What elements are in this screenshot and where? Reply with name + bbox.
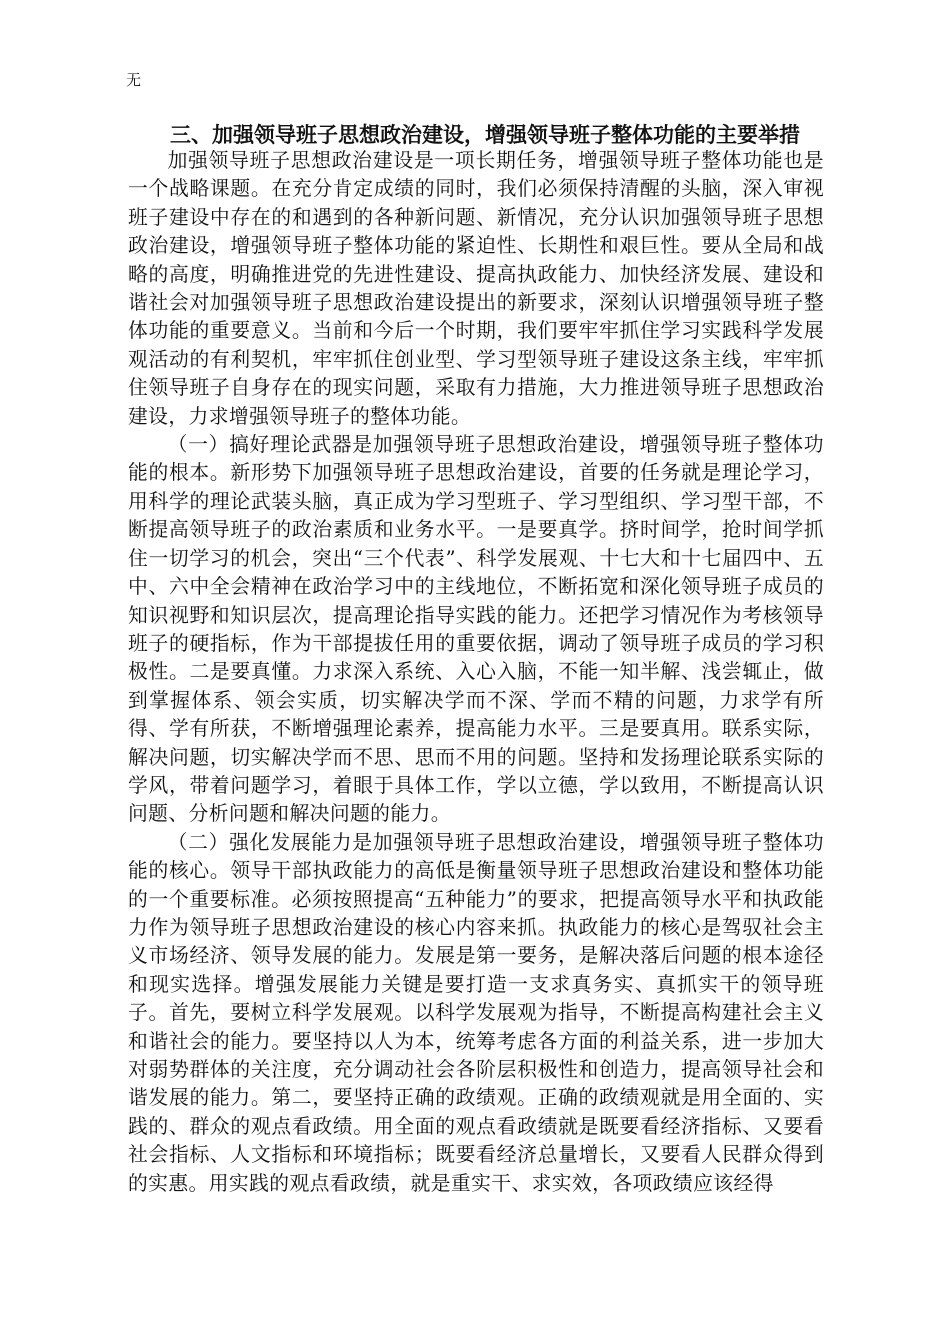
header-mark: 无	[126, 71, 142, 89]
paragraph-theory-text: 新形势下加强领导班子思想政治建设，首要的任务就是理论学习，用科学的理论武装头脑，真正成为学习型班子、学习型组织、学习型干部，不断提高领导班子的政治素质和业务水平。一是要真学。挤时间学，抢时间学抓住一切学习的机会，突出“三个代表”、科学发展观、十七大和十七届四中、五中、六中全会精神在政治学习中的主线地位，不断拓宽和深化领导班子成员的知识视野和知识层次，提高理论指导实践的能力。还把学习情况作为考核领导班子的硬指标，作为干部提拔任用的重要依据，调动了领导班子成员的学习积极性。二是要真懂。力求深入系统、入心入脑，不能一知半解、浅尝辄止，做到掌握体系、领会实质，切实解决学而不深、学而不精的问题，力求学有所得、学有所获，不断增强理论素养，提高能力水平。三是要真用。联系实际，解决问题，切实解决学而不思、思而不用的问题。坚持和发扬理论联系实际的学风，带着问题学习，着眼于具体工作，学以立德，学以致用，不断提高认识问题、分析问题和解决问题的能力。	[128, 461, 824, 826]
section-heading: 三、加强领导班子思想政治建设，增强领导班子整体功能的主要举措	[170, 122, 800, 147]
paragraph-development-text: 领导干部执政能力的高低是衡量领导班子思想政治建设和整体功能的一个重要标准。必须按照提高“五种能力”的要求，把提高领导水平和执政能力作为领导班子思想政治建设的核心内容来抓。执政能力的核心是驾驭社会主义市场经济、领导发展的能力。发展是第一要务，是解决落后问题的根本途径和现实选择。增强发展能力关键是要打造一支求真务实、真抓实干的领导班子。首先，要树立科学发展观。以科学发展观为指导，不断提高构建社会主义和谐社会的能力。要坚持以人为本，统筹考虑各方面的利益关系，进一步加大对弱势群体的关注度，充分调动社会各阶层积极性和创造力，提高领导社会和谐发展的能力。第二，要坚持正确的政绩观。正确的政绩观就是用全面的、实践的、群众的观点看政绩。用全面的观点看政绩就是既要看经济指标、又要看社会指标、人文指标和环境指标；既要看经济总量增长，又要看人民群众得到的实惠。用实践的观点看政绩，就是重实干、求实效，各项政绩应该经得	[128, 859, 824, 1195]
paragraph-development	[128, 829, 824, 1198]
paragraph-development-lead: （二）强化发展能力是加强领导班子思想政治建设，增强领导班子整体功能的核心。	[128, 830, 824, 883]
paragraph-intro	[128, 147, 824, 431]
paragraph-theory-lead: （一）搞好理论武器是加强领导班子思想政治建设，增强领导班子整体功能的根本。	[128, 433, 824, 485]
document-body	[128, 122, 824, 1198]
paragraph-intro-text: 加强领导班子思想政治建设是一项长期任务，增强领导班子整体功能也是一个战略课题。在充分肯定成绩的同时，我们必须保持清醒的头脑，深入审视班子建设中存在的和遇到的各种新问题、新情况，充分认识加强领导班子思想政治建设，增强领导班子整体功能的紧迫性、长期性和艰巨性。要从全局和战略的高度，明确推进党的先进性建设、提高执政能力、加快经济发展、建设和谐社会对加强领导班子思想政治建设提出的新要求，深刻认识增强领导班子整体功能的重要意义。当前和今后一个时期，我们要牢牢抓住学习实践科学发展观活动的有利契机，牢牢抓住创业型、学习型领导班子建设这条主线，牢牢抓住领导班子自身存在的现实问题，采取有力措施，大力推进领导班子思想政治建设，力求增强领导班子的整体功能。	[128, 149, 824, 428]
paragraph-theory	[128, 431, 824, 829]
